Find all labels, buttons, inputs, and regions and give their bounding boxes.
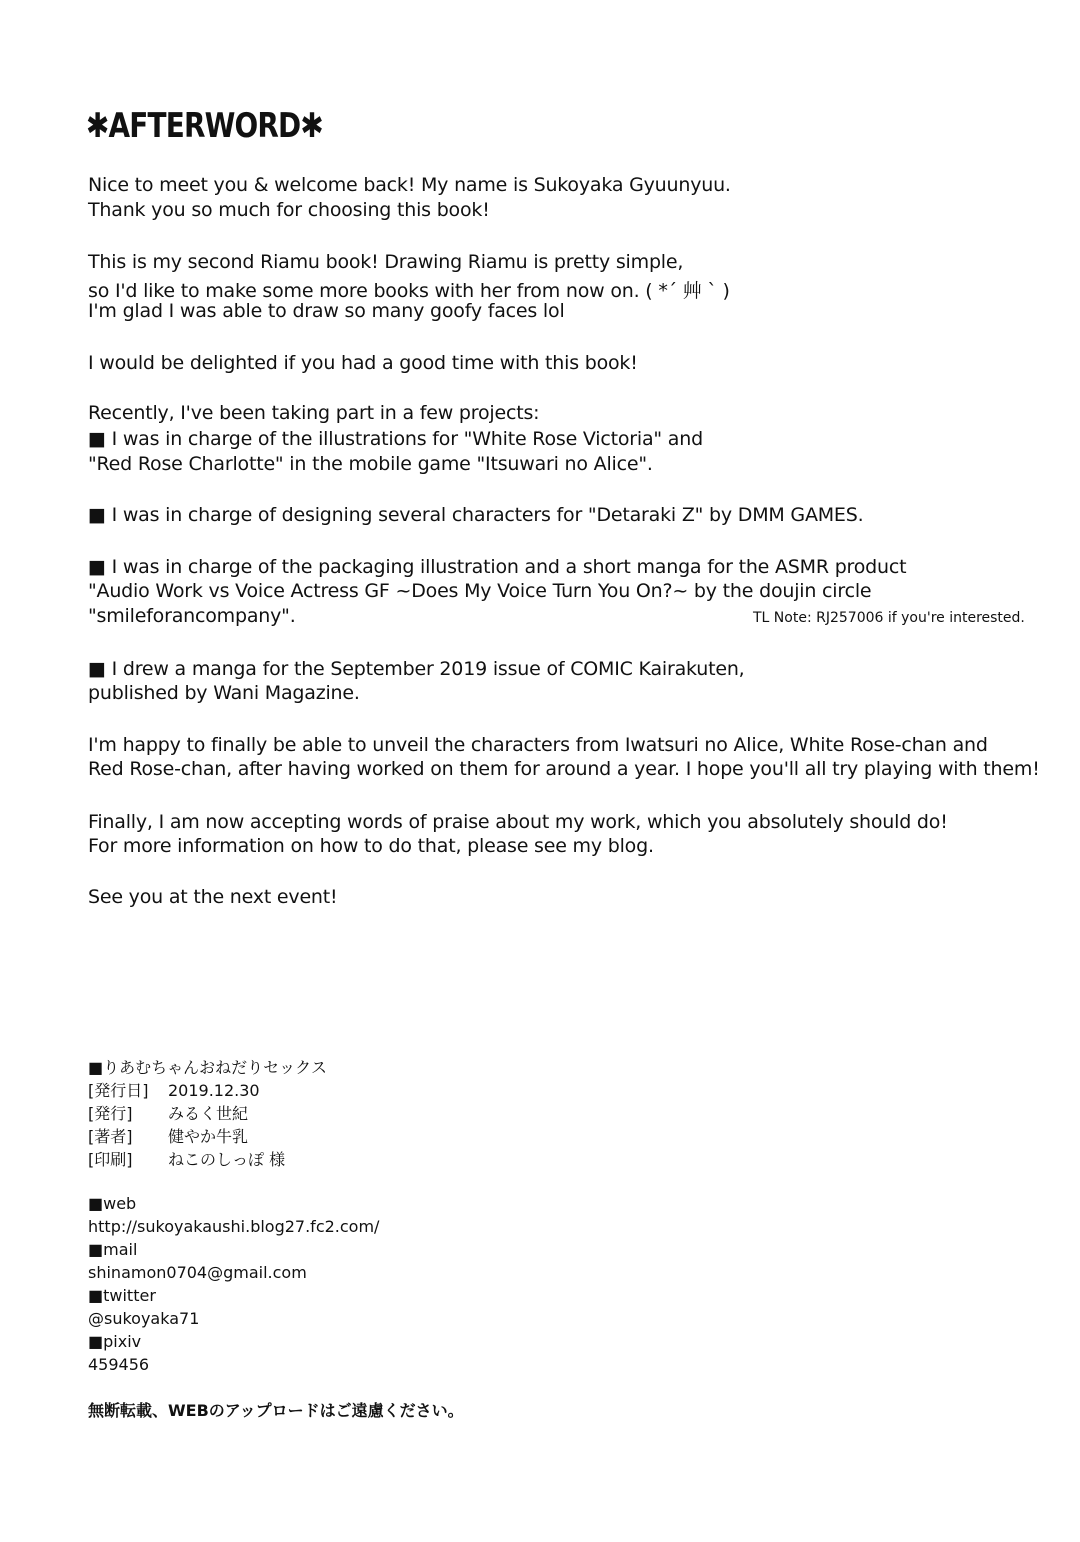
body-line: Recently, I've been taking part in a few projects: (88, 402, 540, 424)
contact-heading: ■twitter (88, 1286, 156, 1305)
body-line: See you at the next event! (88, 886, 338, 908)
body-line: ■ I was in charge of designing several characters for "Detaraki Z" by DMM GAMES. (88, 504, 864, 526)
colophon-row (88, 1101, 248, 1124)
colophon-label: [著者] (88, 1127, 133, 1146)
body-line: ■ I drew a manga for the September 2019 issue of COMIC Kairakuten, (88, 658, 745, 680)
contact-link: 459456 (88, 1355, 150, 1374)
body-line: This is my second Riamu book! Drawing Riamu is pretty simple, (88, 251, 684, 273)
body-line: ■ I was in charge of the packaging illustration and a short manga for the ASMR product (88, 556, 907, 578)
body-line: Finally, I am now accepting words of praise about my work, which you absolutely should do! (88, 811, 948, 833)
body-line: published by Wani Magazine. (88, 682, 360, 704)
body-line: I would be delighted if you had a good time with this book! (88, 352, 638, 374)
body-line: For more information on how to do that, please see my blog. (88, 835, 654, 857)
contact-link: shinamon0704@gmail.com (88, 1263, 307, 1282)
colophon-value: 健やか牛乳 (168, 1127, 249, 1146)
colophon-row (88, 1078, 260, 1101)
colophon-value: 2019.12.30 (168, 1081, 260, 1100)
contact-heading: ■web (88, 1194, 137, 1213)
contact-heading: ■mail (88, 1240, 138, 1259)
repost-notice: 無断転載、WEBのアップロードはご遠慮ください。 (88, 1401, 464, 1420)
body-line: so I'd like to make some more books with her from now on. ( *´ 艸 ` ) (88, 280, 730, 302)
colophon-row (88, 1124, 248, 1147)
colophon-label: [発行] (88, 1104, 133, 1123)
contact-heading: ■pixiv (88, 1332, 142, 1351)
body-line: "smileforancompany". (88, 605, 296, 627)
colophon-value: ねこのしっぽ 様 (168, 1150, 286, 1169)
tl-note: TL Note: RJ257006 if you're interested. (753, 610, 1025, 626)
body-line: "Red Rose Charlotte" in the mobile game "Itsuwari no Alice". (88, 453, 653, 475)
contact-link: http://sukoyakaushi.blog27.fc2.com/ (88, 1217, 380, 1236)
page-title: ✱AFTERWORD✱ (86, 106, 323, 146)
body-line: Nice to meet you & welcome back! My name is Sukoyaka Gyuunyuu. (88, 174, 731, 196)
body-line: I'm happy to finally be able to unveil the characters from Iwatsuri no Alice, White Rose-chan and (88, 734, 988, 756)
colophon-row (88, 1147, 285, 1170)
body-line: I'm glad I was able to draw so many goofy faces lol (88, 300, 565, 322)
body-line: Red Rose-chan, after having worked on them for around a year. I hope you'll all try playing with them! (88, 758, 1040, 780)
contact-link: @sukoyaka71 (88, 1309, 200, 1328)
colophon-label: [発行日] (88, 1081, 149, 1100)
book-title: ■りあむちゃんおねだりセックス (88, 1058, 327, 1077)
colophon-value: みるく世紀 (168, 1104, 249, 1123)
body-line: Thank you so much for choosing this book! (88, 199, 490, 221)
body-line: ■ I was in charge of the illustrations for "White Rose Victoria" and (88, 428, 703, 450)
colophon-label: [印刷] (88, 1150, 133, 1169)
body-line: "Audio Work vs Voice Actress GF ~Does My Voice Turn You On?~ by the doujin circle (88, 580, 872, 602)
